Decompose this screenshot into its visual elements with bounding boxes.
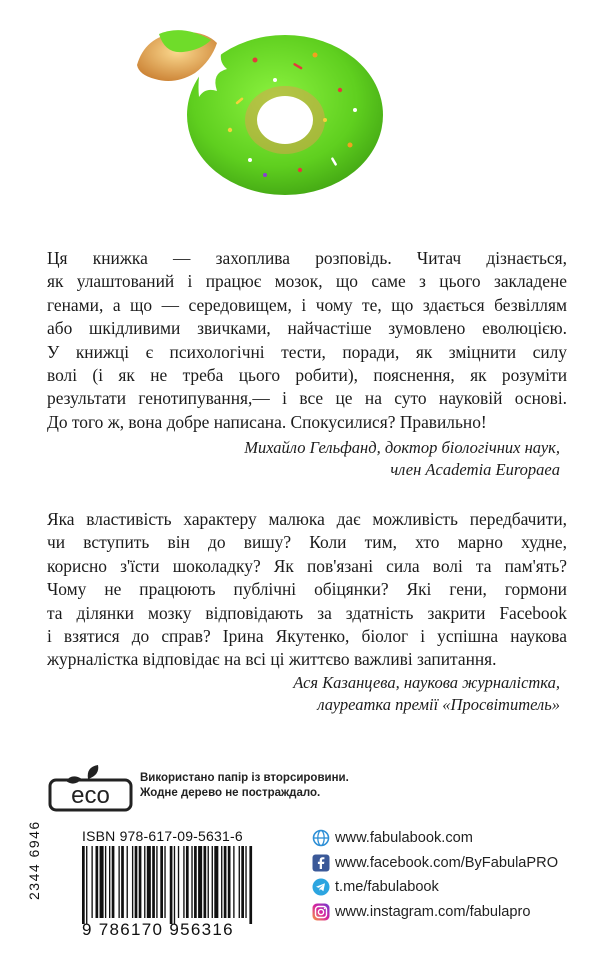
- barcode-side-code: 2344 6946: [26, 820, 42, 900]
- barcode-bar: [212, 846, 213, 918]
- blurb-line: і взятися до справ? Ірина Якутенко, біолог і успішна наукова: [47, 626, 567, 647]
- blurb-line: та ділянки мозку відповідають за здатність закрити Facebook: [47, 602, 567, 623]
- barcode-bar: [174, 846, 175, 924]
- barcode-bar: [139, 846, 142, 918]
- barcode-bar: [183, 846, 184, 918]
- barcode-bar: [245, 846, 246, 918]
- blurb-line: Чому не працюють публічні обіцянки? Які гени, гормони: [47, 579, 567, 600]
- barcode-digits: 9 786170 956316: [82, 920, 234, 939]
- barcode-bar: [132, 846, 133, 918]
- barcode-bar: [121, 846, 124, 918]
- link-facebook-text[interactable]: www.facebook.com/ByFabulaPRO: [335, 854, 559, 871]
- link-instagram[interactable]: [312, 900, 558, 925]
- blurb-line: До того ж, вона добре написана. Спокусилися? Правильно!: [47, 411, 487, 432]
- link-facebook[interactable]: [312, 851, 558, 876]
- blurb-line: генами, а що — середовищем, і чому те, що здається безвіллям: [47, 294, 567, 315]
- barcode-bar: [228, 846, 231, 918]
- barcode-bar: [221, 846, 222, 918]
- barcode-bar: [109, 846, 110, 918]
- barcode-bar: [186, 846, 189, 918]
- barcode-bar: [112, 846, 115, 918]
- attribution-line: лауреатка премії «Просвітитель»: [317, 695, 560, 714]
- barcode-bar: [233, 846, 234, 918]
- barcode-bar: [105, 846, 106, 918]
- blurb-line: Яка властивість характеру малюка дає можливість передбачити,: [47, 509, 567, 529]
- barcode-bar: [224, 846, 227, 918]
- blurb-line: результати генотипування,— і все це на суто науковій основі.: [47, 388, 567, 409]
- link-instagram-text[interactable]: www.instagram.com/fabulapro: [335, 903, 531, 920]
- barcode-bar: [160, 846, 163, 918]
- barcode-bar: [82, 846, 85, 924]
- barcode-bar: [100, 846, 104, 918]
- attribution-line: Ася Казанцева, наукова журналістка,: [293, 673, 560, 692]
- barcode-bar: [135, 846, 138, 918]
- barcode-bar: [91, 846, 92, 918]
- eco-badge-text: eco: [71, 782, 110, 809]
- barcode-bar: [147, 846, 151, 918]
- blurb-line: Ця книжка — захоплива розповідь. Читач дізнається,: [47, 248, 567, 268]
- barcode-bar: [164, 846, 165, 918]
- instagram-icon: [312, 903, 330, 921]
- blurb-paragraph-1: [47, 247, 567, 434]
- barcode-bar: [208, 846, 209, 918]
- link-website-text[interactable]: www.fabulabook.com: [335, 830, 473, 847]
- blurb-line: або шкідливими звичками, найчастіше зумовлено еволюцією.: [47, 318, 567, 339]
- barcode-bar: [198, 846, 202, 918]
- barcode-bar: [241, 846, 244, 918]
- barcode-bar: [239, 846, 240, 918]
- eco-note: [140, 771, 349, 801]
- link-telegram-text[interactable]: t.me/fabulabook: [335, 879, 439, 896]
- blurb-attribution-1: [244, 437, 560, 481]
- donut-illustration: [125, 10, 385, 200]
- publisher-links: [312, 826, 558, 924]
- barcode-bar: [214, 846, 218, 918]
- barcode-bar: [249, 846, 252, 924]
- link-website[interactable]: [312, 826, 558, 851]
- eco-note-line-2: Жодне дерево не постраждало.: [140, 787, 321, 799]
- barcode-bar: [86, 846, 87, 924]
- eco-note-line-1: Використано папір із вторсировини.: [140, 772, 349, 784]
- isbn-label: ISBN 978-617-09-5631-6: [82, 828, 243, 844]
- barcode-bar: [127, 846, 128, 918]
- barcode-bar: [118, 846, 119, 918]
- blurb-line: У книжці є психологічні тести, поради, як зміцнити силу: [47, 341, 567, 362]
- barcode-bar: [204, 846, 207, 918]
- blurb-attribution-2: [293, 672, 560, 716]
- facebook-icon: [312, 854, 330, 872]
- barcode-bar: [194, 846, 197, 918]
- barcode-bar: [152, 846, 155, 918]
- barcode-bar: [156, 846, 157, 918]
- blurb-line: журналістка відповідає на всі ці життєво важливі запитання.: [47, 649, 497, 670]
- barcode-bar: [144, 846, 145, 918]
- barcode-bar: [178, 846, 179, 918]
- telegram-icon: [312, 878, 330, 896]
- eco-logo: [48, 763, 133, 813]
- blurb-line: корисно з'їсти шоколадку? Як пов'язані сила волі та пам'ять?: [47, 555, 567, 576]
- blurb-line: як улаштований і працює мозок, що саме з цього закладене: [47, 271, 567, 292]
- link-telegram[interactable]: [312, 875, 558, 900]
- attribution-line: член Academia Europaea: [390, 460, 560, 479]
- barcode-bar: [191, 846, 192, 918]
- blurb-line: волі (і як не треба цього робити), пояснення, як розуміти: [47, 365, 567, 386]
- barcode-bar: [170, 846, 173, 924]
- blurb-line: чи вступить він до вишу? Коли тим, хто марно худне,: [47, 532, 567, 553]
- globe-icon: [312, 829, 330, 847]
- leaf-icon: [88, 765, 99, 779]
- attribution-line: Михайло Гельфанд, доктор біологічних наук,: [244, 438, 560, 457]
- blurb-paragraph-2: [47, 508, 567, 672]
- barcode-bars: [82, 846, 252, 924]
- barcode-bar: [96, 846, 99, 918]
